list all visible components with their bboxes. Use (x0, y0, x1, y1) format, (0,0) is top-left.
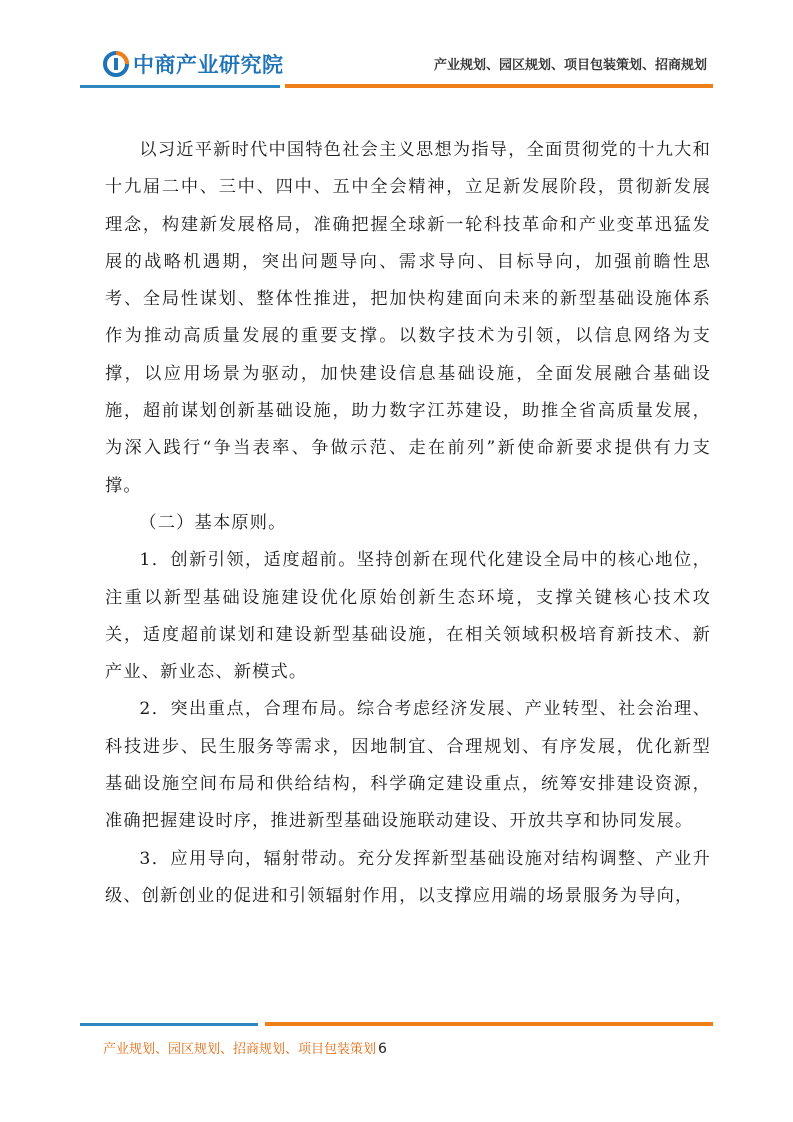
header-divider-blue (80, 85, 280, 88)
document-body (105, 132, 711, 915)
paragraph-guiding-ideology: 以习近平新时代中国特色社会主义思想为指导，全面贯彻党的十九大和十九届二中、三中、四中、五中全会精神，立足新发展阶段，贯彻新发展理念，构建新发展格局，准确把握全球新一轮科技革命和产业变革迅猛发展的战略机遇期，突出问题导向、需求导向、目标导向，加强前瞻性思考、全局性谋划、整体性推进，把加快构建面向未来的新型基础设施体系作为推动高质量发展的重要支撑。以数字技术为引领，以信息网络为支撑，以应用场景为驱动，加快建设信息基础设施，全面发展融合基础设施，超前谋划创新基础设施，助力数字江苏建设，助推全省高质量发展，为深入践行“争当表率、争做示范、走在前列”新使命新要求提供有力支撑。 (105, 140, 711, 496)
header-divider-orange (285, 84, 713, 88)
section-heading-basic-principles: （二）基本原则。 (139, 512, 287, 533)
logo-text: 中商产业研究院 (133, 53, 284, 77)
page-footer (103, 1038, 387, 1057)
page-number: 6 (378, 1041, 387, 1057)
logo-icon (103, 51, 129, 77)
page-header (0, 0, 793, 95)
footer-divider-orange (265, 1022, 713, 1026)
footer-tagline: 产业规划、园区规划、招商规划、项目包装策划 (103, 1042, 377, 1057)
paragraph-principle-2: 2．突出重点，合理布局。综合考虑经济发展、产业转型、社会治理、科技进步、民生服务等需求，因地制宜、合理规划、有序发展，优化新型基础设施空间布局和供给结构，科学确定建设重点，统筹安排建设资源，准确把握建设时序，推进新型基础设施联动建设、开放共享和协同发展。 (105, 699, 711, 832)
logo (103, 50, 284, 78)
header-tagline: 产业规划、园区规划、项目包装策划、招商规划 (433, 58, 707, 73)
paragraph-principle-3: 3．应用导向，辐射带动。充分发挥新型基础设施对结构调整、产业升级、创新创业的促进和引领辐射作用，以支撑应用端的场景服务为导向， (105, 848, 711, 906)
footer-divider-blue (80, 1023, 258, 1026)
paragraph-principle-1: 1．创新引领，适度超前。坚持创新在现代化建设全局中的核心地位，注重以新型基础设施建设优化原始创新生态环境，支撑关键核心技术攻关，适度超前谋划和建设新型基础设施，在相关领域积极培育新技术、新产业、新业态、新模式。 (105, 550, 711, 683)
